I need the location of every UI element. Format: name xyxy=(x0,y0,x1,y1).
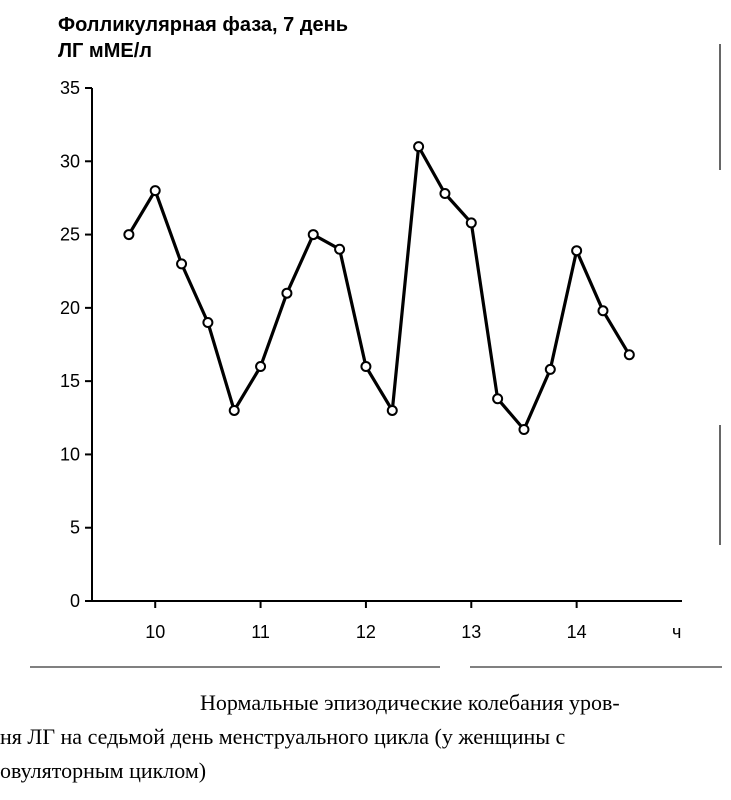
data-point xyxy=(256,362,265,371)
data-point xyxy=(625,350,634,359)
data-point xyxy=(124,230,133,239)
caption-line-2: ня ЛГ на седьмой день менструального цикла (у женщины с xyxy=(0,724,566,749)
x-ticks xyxy=(145,601,586,642)
caption-line-3: овуляторным циклом) xyxy=(0,758,207,783)
y-tick-label: 10 xyxy=(59,444,80,465)
x-tick-label: 12 xyxy=(355,622,376,642)
axes xyxy=(92,88,682,601)
y-tick-label: 15 xyxy=(59,371,80,392)
caption-line-1: Нормальные эпизодические колебания уров- xyxy=(200,690,620,715)
y-tick-label: 0 xyxy=(69,591,80,611)
y-ticks xyxy=(60,78,92,611)
data-point xyxy=(440,189,449,198)
figure-caption xyxy=(0,686,720,788)
data-point xyxy=(335,245,344,254)
data-point xyxy=(546,365,555,374)
x-tick-label: 11 xyxy=(251,622,270,642)
x-tick-label: 10 xyxy=(145,622,166,642)
y-tick-label: 35 xyxy=(59,78,80,98)
data-point xyxy=(519,425,528,434)
y-axis-label: ЛГ мМЕ/л xyxy=(58,40,152,62)
x-tick-label: 13 xyxy=(461,622,482,642)
y-tick-label: 5 xyxy=(69,517,80,538)
data-point xyxy=(361,362,370,371)
data-point xyxy=(572,246,581,255)
data-point xyxy=(282,289,291,298)
x-axis-label: ч xyxy=(672,622,682,642)
data-point xyxy=(388,406,397,415)
series-line xyxy=(129,147,629,430)
y-tick-label: 25 xyxy=(59,224,80,245)
data-point xyxy=(309,230,318,239)
data-point xyxy=(598,306,607,315)
x-tick-label: 14 xyxy=(566,622,587,642)
data-point xyxy=(203,318,212,327)
data-point xyxy=(467,218,476,227)
data-point xyxy=(151,186,160,195)
data-point xyxy=(177,259,186,268)
data-point xyxy=(493,394,502,403)
y-tick-label: 30 xyxy=(59,151,80,172)
chart-title: Фолликулярная фаза, 7 день xyxy=(58,14,349,36)
data-point xyxy=(414,142,423,151)
data-point xyxy=(230,406,239,415)
decorative-lines xyxy=(30,44,722,667)
y-tick-label: 20 xyxy=(59,297,80,318)
